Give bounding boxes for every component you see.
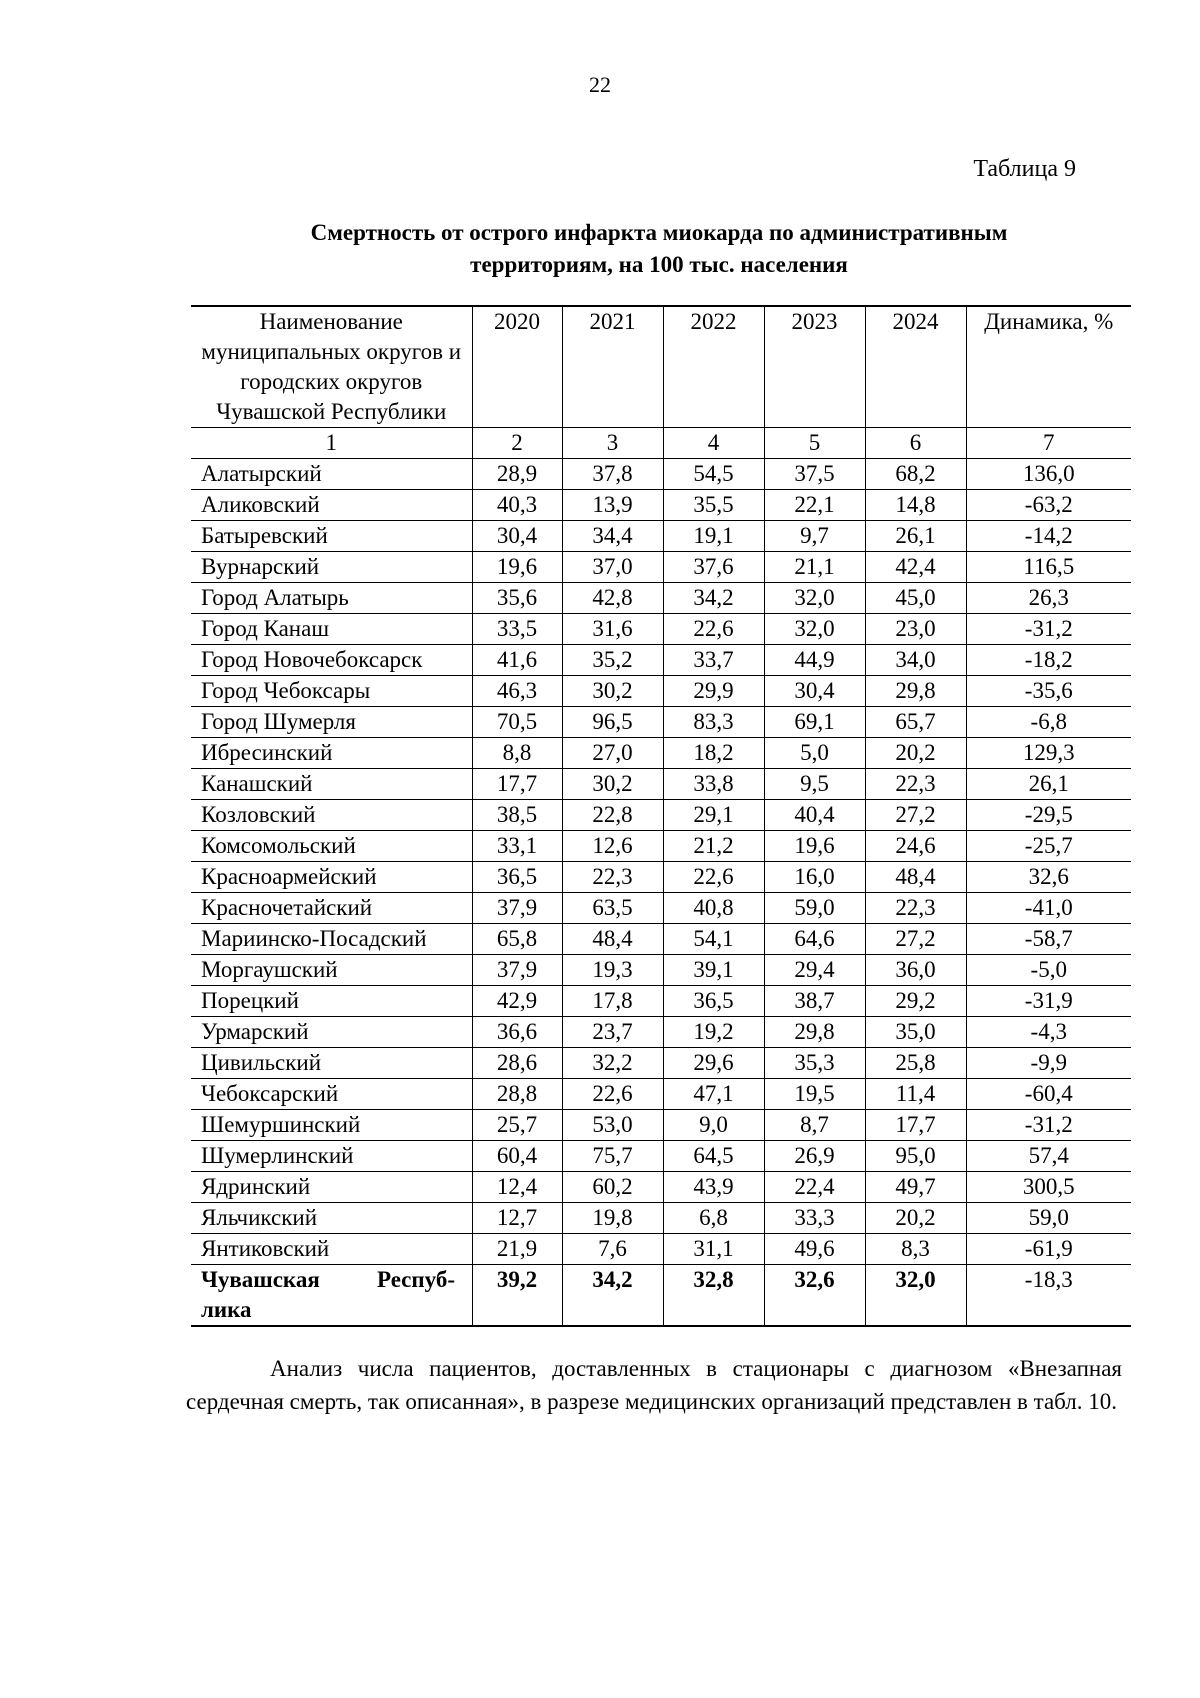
value-dynamics: 26,3 <box>966 583 1131 614</box>
total-2022: 32,8 <box>663 1265 764 1327</box>
value-2021: 37,0 <box>562 552 663 583</box>
value-2022: 31,1 <box>663 1234 764 1265</box>
value-dynamics: -63,2 <box>966 490 1131 521</box>
value-2022: 18,2 <box>663 738 764 769</box>
value-dynamics: 300,5 <box>966 1172 1131 1203</box>
value-2024: 48,4 <box>865 862 966 893</box>
value-2020: 35,6 <box>472 583 562 614</box>
territory-name: Моргаушский <box>191 955 472 986</box>
territory-name: Порецкий <box>191 986 472 1017</box>
value-2023: 26,9 <box>764 1141 865 1172</box>
value-2020: 28,9 <box>472 459 562 490</box>
header-name: Наименование муниципальных округов и городских округов Чувашской Республики <box>191 306 472 428</box>
territory-name: Город Шумерля <box>191 707 472 738</box>
value-2024: 27,2 <box>865 924 966 955</box>
value-2021: 19,3 <box>562 955 663 986</box>
column-number-row <box>191 428 1131 459</box>
column-number: 1 <box>191 428 472 459</box>
value-2022: 19,2 <box>663 1017 764 1048</box>
value-2020: 65,8 <box>472 924 562 955</box>
territory-name: Канашский <box>191 769 472 800</box>
value-2023: 30,4 <box>764 676 865 707</box>
value-2021: 31,6 <box>562 614 663 645</box>
table-row <box>191 459 1131 490</box>
value-dynamics: -5,0 <box>966 955 1131 986</box>
value-2023: 32,0 <box>764 614 865 645</box>
value-2024: 65,7 <box>865 707 966 738</box>
value-2021: 32,2 <box>562 1048 663 1079</box>
total-row <box>191 1265 1131 1327</box>
value-2023: 64,6 <box>764 924 865 955</box>
territory-name: Мариинско-Посадский <box>191 924 472 955</box>
value-dynamics: 32,6 <box>966 862 1131 893</box>
value-2020: 12,7 <box>472 1203 562 1234</box>
value-2020: 38,5 <box>472 800 562 831</box>
total-2020: 39,2 <box>472 1265 562 1327</box>
table-row <box>191 831 1131 862</box>
value-2021: 12,6 <box>562 831 663 862</box>
column-number: 2 <box>472 428 562 459</box>
value-2021: 75,7 <box>562 1141 663 1172</box>
value-2020: 8,8 <box>472 738 562 769</box>
value-2022: 43,9 <box>663 1172 764 1203</box>
value-2023: 38,7 <box>764 986 865 1017</box>
value-2021: 35,2 <box>562 645 663 676</box>
value-2020: 36,5 <box>472 862 562 893</box>
table-row <box>191 769 1131 800</box>
value-2022: 34,2 <box>663 583 764 614</box>
value-2021: 63,5 <box>562 893 663 924</box>
value-2022: 29,9 <box>663 676 764 707</box>
value-2024: 25,8 <box>865 1048 966 1079</box>
table-row <box>191 1141 1131 1172</box>
territory-name: Яльчикский <box>191 1203 472 1234</box>
value-2020: 40,3 <box>472 490 562 521</box>
table-row <box>191 614 1131 645</box>
value-2021: 48,4 <box>562 924 663 955</box>
territory-name: Чебоксарский <box>191 1079 472 1110</box>
territory-name: Город Новочебоксарск <box>191 645 472 676</box>
value-2023: 21,1 <box>764 552 865 583</box>
mortality-table <box>191 305 1131 1327</box>
value-2022: 83,3 <box>663 707 764 738</box>
value-2022: 6,8 <box>663 1203 764 1234</box>
value-2023: 9,5 <box>764 769 865 800</box>
value-2020: 46,3 <box>472 676 562 707</box>
value-2024: 29,8 <box>865 676 966 707</box>
total-2024: 32,0 <box>865 1265 966 1327</box>
value-2020: 42,9 <box>472 986 562 1017</box>
value-2023: 40,4 <box>764 800 865 831</box>
value-2020: 19,6 <box>472 552 562 583</box>
value-dynamics: -14,2 <box>966 521 1131 552</box>
value-2023: 8,7 <box>764 1110 865 1141</box>
value-dynamics: -31,2 <box>966 1110 1131 1141</box>
value-2023: 29,8 <box>764 1017 865 1048</box>
value-2024: 14,8 <box>865 490 966 521</box>
column-number: 6 <box>865 428 966 459</box>
value-dynamics: -60,4 <box>966 1079 1131 1110</box>
territory-name: Алатырский <box>191 459 472 490</box>
territory-name: Шемуршинский <box>191 1110 472 1141</box>
value-2023: 9,7 <box>764 521 865 552</box>
value-2022: 40,8 <box>663 893 764 924</box>
table-row <box>191 645 1131 676</box>
value-2023: 35,3 <box>764 1048 865 1079</box>
territory-name: Город Алатырь <box>191 583 472 614</box>
value-dynamics: 129,3 <box>966 738 1131 769</box>
value-2020: 21,9 <box>472 1234 562 1265</box>
total-2021: 34,2 <box>562 1265 663 1327</box>
territory-name: Ядринский <box>191 1172 472 1203</box>
value-2024: 29,2 <box>865 986 966 1017</box>
value-2021: 27,0 <box>562 738 663 769</box>
table-row <box>191 986 1131 1017</box>
page-number: 22 <box>589 72 611 97</box>
value-2023: 59,0 <box>764 893 865 924</box>
territory-name: Ибресинский <box>191 738 472 769</box>
total-dynamics: -18,3 <box>966 1265 1131 1327</box>
value-2020: 60,4 <box>472 1141 562 1172</box>
value-2021: 13,9 <box>562 490 663 521</box>
territory-name: Шумерлинский <box>191 1141 472 1172</box>
value-dynamics: 26,1 <box>966 769 1131 800</box>
header-2021: 2021 <box>562 306 663 428</box>
value-2022: 29,6 <box>663 1048 764 1079</box>
value-dynamics: -25,7 <box>966 831 1131 862</box>
value-2020: 41,6 <box>472 645 562 676</box>
value-2022: 22,6 <box>663 862 764 893</box>
column-number: 5 <box>764 428 865 459</box>
value-2020: 17,7 <box>472 769 562 800</box>
table-row <box>191 893 1131 924</box>
territory-name: Вурнарский <box>191 552 472 583</box>
table-row <box>191 1017 1131 1048</box>
value-dynamics: -29,5 <box>966 800 1131 831</box>
total-name-line-2: лика <box>201 1297 252 1322</box>
value-2021: 22,8 <box>562 800 663 831</box>
value-2022: 22,6 <box>663 614 764 645</box>
value-2024: 36,0 <box>865 955 966 986</box>
value-dynamics: 59,0 <box>966 1203 1131 1234</box>
header-2020: 2020 <box>472 306 562 428</box>
value-2021: 7,6 <box>562 1234 663 1265</box>
column-number: 4 <box>663 428 764 459</box>
value-2021: 42,8 <box>562 583 663 614</box>
value-2024: 20,2 <box>865 738 966 769</box>
total-name-line-1: Чувашская Респуб- <box>201 1267 455 1292</box>
column-number: 3 <box>562 428 663 459</box>
header-2022: 2022 <box>663 306 764 428</box>
value-2023: 37,5 <box>764 459 865 490</box>
value-2023: 19,6 <box>764 831 865 862</box>
value-dynamics: -31,9 <box>966 986 1131 1017</box>
header-2023: 2023 <box>764 306 865 428</box>
column-number: 7 <box>966 428 1131 459</box>
value-dynamics: 57,4 <box>966 1141 1131 1172</box>
value-2023: 16,0 <box>764 862 865 893</box>
value-dynamics: -35,6 <box>966 676 1131 707</box>
value-2023: 44,9 <box>764 645 865 676</box>
total-name <box>191 1265 472 1327</box>
value-2020: 25,7 <box>472 1110 562 1141</box>
table-body <box>191 459 1131 1265</box>
value-2024: 34,0 <box>865 645 966 676</box>
value-2023: 5,0 <box>764 738 865 769</box>
value-2022: 37,6 <box>663 552 764 583</box>
table-row <box>191 676 1131 707</box>
territory-name: Батыревский <box>191 521 472 552</box>
value-2023: 22,4 <box>764 1172 865 1203</box>
header-2024: 2024 <box>865 306 966 428</box>
territory-name: Красночетайский <box>191 893 472 924</box>
value-2024: 27,2 <box>865 800 966 831</box>
value-dynamics: -41,0 <box>966 893 1131 924</box>
value-dynamics: 116,5 <box>966 552 1131 583</box>
value-2023: 19,5 <box>764 1079 865 1110</box>
table-row <box>191 1079 1131 1110</box>
value-2024: 26,1 <box>865 521 966 552</box>
value-2024: 49,7 <box>865 1172 966 1203</box>
table-row <box>191 1048 1131 1079</box>
value-2020: 37,9 <box>472 893 562 924</box>
value-2024: 23,0 <box>865 614 966 645</box>
table-header-row <box>191 306 1131 428</box>
value-2020: 36,6 <box>472 1017 562 1048</box>
value-2021: 22,6 <box>562 1079 663 1110</box>
value-dynamics: 136,0 <box>966 459 1131 490</box>
table-row <box>191 521 1131 552</box>
value-2024: 11,4 <box>865 1079 966 1110</box>
value-2023: 22,1 <box>764 490 865 521</box>
value-2023: 32,0 <box>764 583 865 614</box>
table-title <box>0 217 1200 281</box>
value-dynamics: -61,9 <box>966 1234 1131 1265</box>
value-2020: 70,5 <box>472 707 562 738</box>
value-2022: 19,1 <box>663 521 764 552</box>
value-2023: 33,3 <box>764 1203 865 1234</box>
value-2024: 17,7 <box>865 1110 966 1141</box>
value-2020: 37,9 <box>472 955 562 986</box>
value-dynamics: -6,8 <box>966 707 1131 738</box>
value-2021: 23,7 <box>562 1017 663 1048</box>
value-2024: 42,4 <box>865 552 966 583</box>
territory-name: Красноармейский <box>191 862 472 893</box>
value-2022: 21,2 <box>663 831 764 862</box>
table-row <box>191 862 1131 893</box>
value-2020: 12,4 <box>472 1172 562 1203</box>
value-2021: 96,5 <box>562 707 663 738</box>
value-2021: 19,8 <box>562 1203 663 1234</box>
value-2021: 37,8 <box>562 459 663 490</box>
value-2021: 30,2 <box>562 769 663 800</box>
value-2021: 22,3 <box>562 862 663 893</box>
territory-name: Цивильский <box>191 1048 472 1079</box>
value-2024: 24,6 <box>865 831 966 862</box>
value-2022: 36,5 <box>663 986 764 1017</box>
table-row <box>191 490 1131 521</box>
header-dynamics: Динамика, % <box>966 306 1131 428</box>
value-2021: 30,2 <box>562 676 663 707</box>
value-2022: 9,0 <box>663 1110 764 1141</box>
value-2020: 28,8 <box>472 1079 562 1110</box>
table-title-line-2: территориям, на 100 тыс. населения <box>470 252 848 277</box>
value-2023: 49,6 <box>764 1234 865 1265</box>
value-2022: 54,5 <box>663 459 764 490</box>
table-row <box>191 738 1131 769</box>
value-2024: 95,0 <box>865 1141 966 1172</box>
table-row <box>191 1172 1131 1203</box>
table-row <box>191 552 1131 583</box>
table-row <box>191 800 1131 831</box>
body-paragraph: Анализ числа пациентов, доставленных в стационары с диагнозом «Внезапная сердечная смерть, так описанная», в разрезе медицинских организаций представлен в табл. 10. <box>186 1356 1122 1414</box>
table-row <box>191 1234 1131 1265</box>
territory-name: Аликовский <box>191 490 472 521</box>
value-2021: 60,2 <box>562 1172 663 1203</box>
table-row <box>191 924 1131 955</box>
total-2023: 32,6 <box>764 1265 865 1327</box>
table-row <box>191 1110 1131 1141</box>
table-label: Таблица 9 <box>973 156 1076 182</box>
value-2023: 29,4 <box>764 955 865 986</box>
value-2020: 30,4 <box>472 521 562 552</box>
value-2022: 54,1 <box>663 924 764 955</box>
value-dynamics: -18,2 <box>966 645 1131 676</box>
value-2023: 69,1 <box>764 707 865 738</box>
value-2020: 33,5 <box>472 614 562 645</box>
territory-name: Город Чебоксары <box>191 676 472 707</box>
value-2021: 53,0 <box>562 1110 663 1141</box>
value-2022: 35,5 <box>663 490 764 521</box>
value-2020: 33,1 <box>472 831 562 862</box>
value-2024: 22,3 <box>865 769 966 800</box>
value-2021: 34,4 <box>562 521 663 552</box>
value-2022: 47,1 <box>663 1079 764 1110</box>
value-2022: 64,5 <box>663 1141 764 1172</box>
table-row <box>191 955 1131 986</box>
value-dynamics: -31,2 <box>966 614 1131 645</box>
territory-name: Янтиковский <box>191 1234 472 1265</box>
value-2024: 20,2 <box>865 1203 966 1234</box>
value-2022: 29,1 <box>663 800 764 831</box>
value-dynamics: -9,9 <box>966 1048 1131 1079</box>
table-title-line-1: Смертность от острого инфаркта миокарда по административным <box>310 220 1008 245</box>
value-dynamics: -4,3 <box>966 1017 1131 1048</box>
territory-name: Комсомольский <box>191 831 472 862</box>
table-row <box>191 583 1131 614</box>
value-2020: 28,6 <box>472 1048 562 1079</box>
value-dynamics: -58,7 <box>966 924 1131 955</box>
territory-name: Козловский <box>191 800 472 831</box>
value-2022: 33,7 <box>663 645 764 676</box>
value-2024: 8,3 <box>865 1234 966 1265</box>
value-2024: 68,2 <box>865 459 966 490</box>
territory-name: Город Канаш <box>191 614 472 645</box>
value-2022: 39,1 <box>663 955 764 986</box>
value-2024: 22,3 <box>865 893 966 924</box>
value-2022: 33,8 <box>663 769 764 800</box>
value-2024: 35,0 <box>865 1017 966 1048</box>
territory-name: Урмарский <box>191 1017 472 1048</box>
table-row <box>191 707 1131 738</box>
value-2021: 17,8 <box>562 986 663 1017</box>
value-2024: 45,0 <box>865 583 966 614</box>
table-row <box>191 1203 1131 1234</box>
